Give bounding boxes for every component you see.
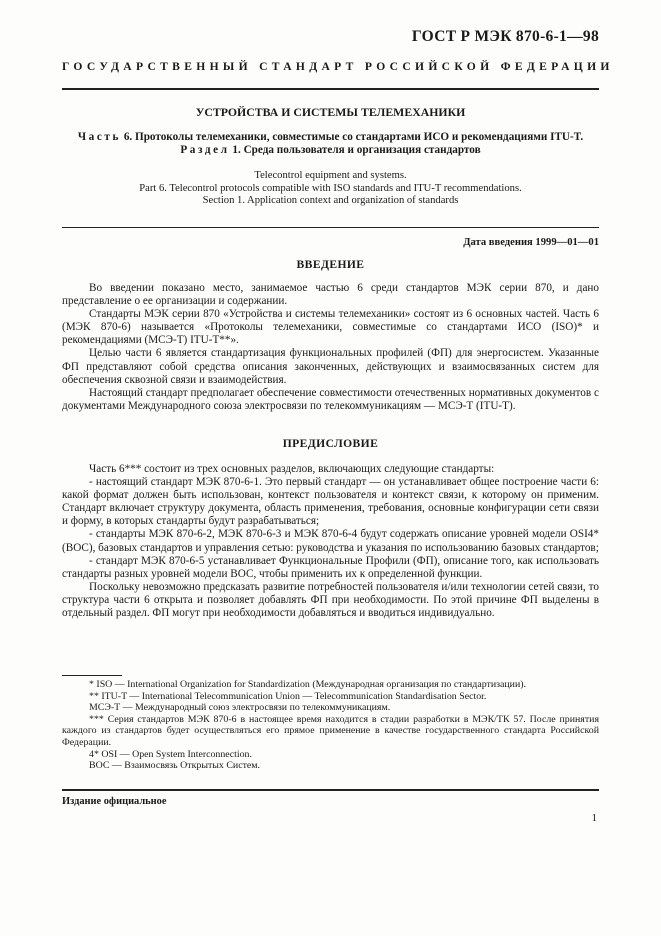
introduction-body [62,282,599,413]
english-title-line: Section 1. Application context and organization of standards [202,195,459,207]
paragraph: Часть 6*** состоит из трех основных разделов, включающих следующие стандарты: [89,463,495,475]
standard-code: ГОСТ Р МЭК 870-6-1—98 [411,28,599,45]
section-text: 1. Среда пользователя и организация стандартов [232,144,481,156]
page-number: 1 [591,812,597,824]
introduction-heading: ВВЕДЕНИЕ [296,258,365,271]
footnote: ** ITU-T — International Telecommunication Union — Telecommunication Standardisation Sector. [89,690,487,702]
english-title-line: Telecontrol equipment and systems. [254,170,407,181]
paragraph: - настоящий стандарт МЭК 870-6-1. Это первый стандарт — он устанавливает общее построение части 6: какой формат должен быть использован, контекст пользователя и контекст связи, к которому он применим. Стандарт включает структуру документа, область применения, требования, основные конфигурации сети связи и форму, в которых стандарты будут разрабатываться; [62,476,599,528]
paragraph: - стандарты МЭК 870-6-2, МЭК 870-6-3 и МЭК 870-6-4 будут содержать описание уровней модели OSI4* (ВОС), базовых стандартов и управления сетью: руководства и указания по использованию базовых стандартов; [62,528,599,554]
preface-heading: ПРЕДИСЛОВИЕ [282,437,379,450]
footnotes [62,679,599,772]
official-edition-label: Издание официальное [62,796,167,807]
english-title [62,170,599,208]
footer-rule [62,789,599,791]
footnote-separator [62,675,122,676]
english-title-line: Part 6. Telecontrol protocols compatible with ISO standards and ITU-T recommendations. [139,182,522,194]
paragraph: Целью части 6 является стандартизация функциональных профилей (ФП) для энергосистем. Указанные ФП представляют собой средства описания законченных, действующих и взаимосвязанных систем для обеспечения сквозной связи и взаимодействия. [62,347,599,386]
title-rule [62,227,599,228]
section-label: Раздел [180,144,230,156]
footnote: 4* OSI — Open System Interconnection. [89,748,252,760]
footnote: * ISO — International Organization for Standardization (Международная организация по стандартизации). [89,679,527,690]
paragraph: Стандарты МЭК серии 870 «Устройства и системы телемеханики» состоят из 6 основных частей. Часть 6 (МЭК 870-6) называется «Протоколы телемеханики, совместимые со стандартами ИСО (ISO)* и рекомендациями (МСЭ-Т) ITU-T**». [62,308,599,347]
section-line [62,144,599,157]
footnote: МСЭ-Т — Международный союз электросвязи по телекоммуникациям. [89,702,391,714]
footnote: ВОС — Взаимосвязь Открытых Систем. [89,760,260,772]
part-label: Часть [77,131,122,143]
part-text: 6. Протоколы телемеханики, совместимые со стандартами ИСО и рекомендациями ITU-T. [123,131,584,143]
introduction-date: Дата введения 1999—01—01 [463,237,599,248]
header-rule [62,88,599,90]
footnote: *** Серия стандартов МЭК 870-6 в настоящее время находится в стадии разработки в МЭК/ТК 57. После принятия каждого из стандартов будет осуществляться его прямое применение в качестве государственного стандарта Российской Федерации. [62,713,599,748]
part-title [62,131,599,157]
preface-body [62,463,599,620]
paragraph: - стандарт МЭК 870-6-5 устанавливает Функциональные Профили (ФП), описание того, как использовать стандарты разных уровней модели ВОС, чтобы применить их к определенной функции. [62,554,599,580]
state-standard-title: ГОСУДАРСТВЕННЫЙ СТАНДАРТ РОССИЙСКОЙ ФЕДЕРАЦИИ [62,60,614,73]
paragraph: Поскольку невозможно предсказать развитие потребностей пользователя и/или технологии сетей связи, то структура части 6 открыта и позволяет добавлять ФП при необходимости. По этой причине ФП выделены в отдельный раздел. ФП могут при необходимости добавляться и вводиться индивидуально. [62,580,599,620]
document-title: УСТРОЙСТВА И СИСТЕМЫ ТЕЛЕМЕХАНИКИ [195,105,466,119]
paragraph: Настоящий стандарт предполагает обеспечение совместимости отечественных нормативных документов с документами Международного союза электросвязи по телекоммуникациям –– МСЭ-Т (ITU-T). [62,386,599,412]
part-line [62,131,599,144]
paragraph: Во введении показано место, занимаемое частью 6 среди стандартов МЭК серии 870, и дано представление о ее организации и содержании. [62,282,599,308]
